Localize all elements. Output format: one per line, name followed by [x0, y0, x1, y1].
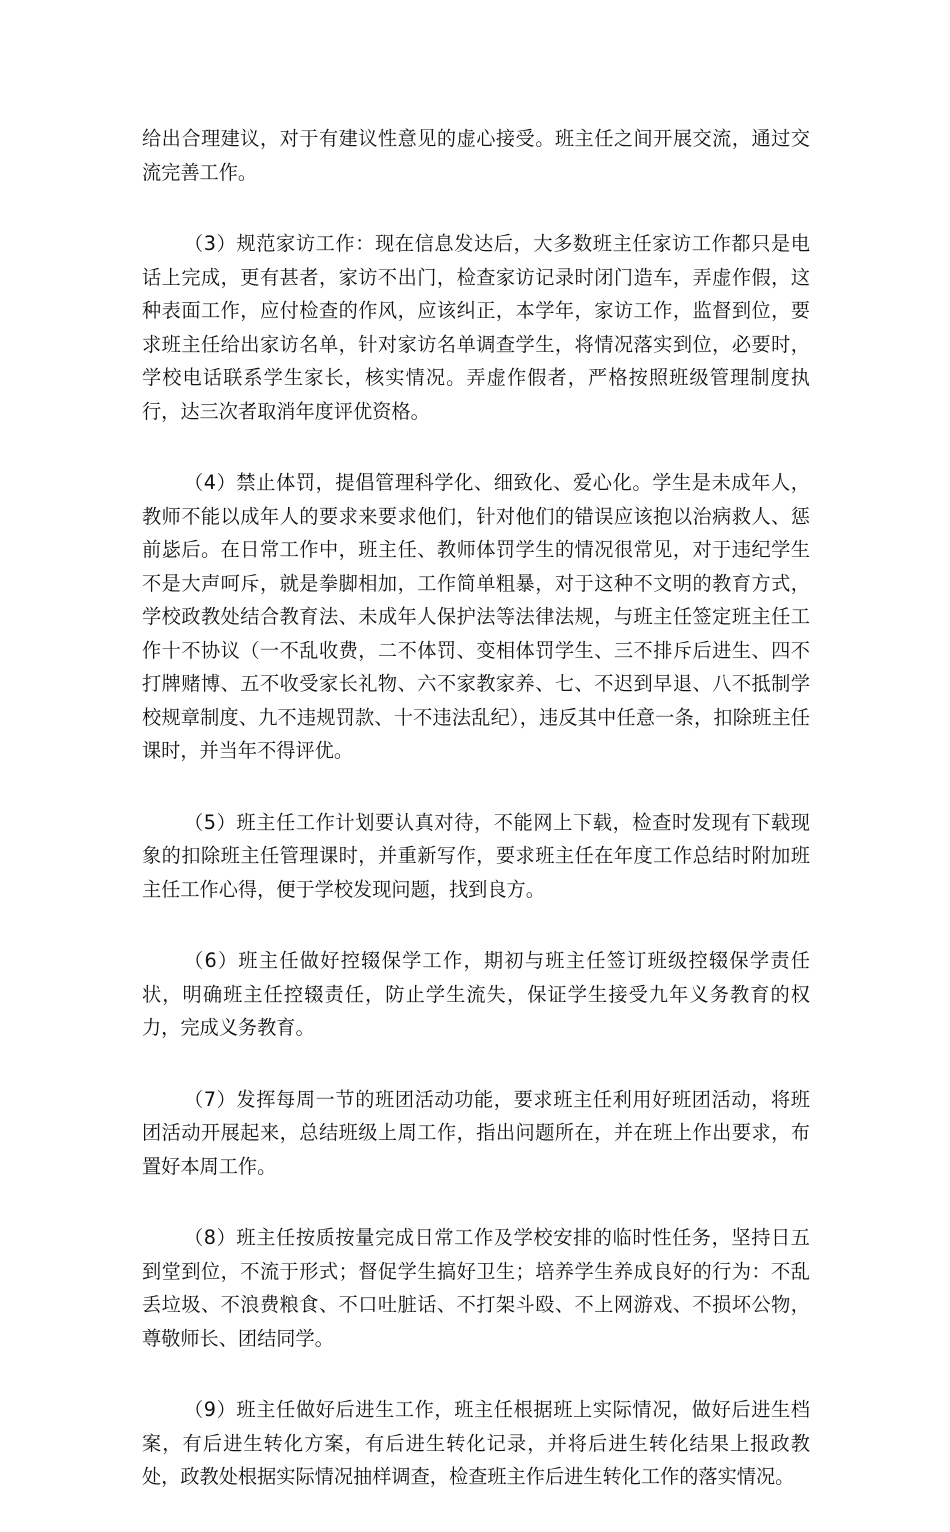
document-page	[142, 120, 810, 1532]
paragraph-item-7: （7）发挥每周一节的班团活动功能，要求班主任利用好班团活动，将班团活动开展起来，总结班级上周工作，指出问题所在，并在班上作出要求，布置好本周工作。	[142, 1087, 810, 1178]
paragraph-item-6: （6）班主任做好控辍保学工作，期初与班主任签订班级控辍保学责任状，明确班主任控辍责任，防止学生流失，保证学生接受九年义务教育的权力，完成义务教育。	[142, 949, 810, 1039]
paragraph-item-4: （4）禁止体罚，提倡管理科学化、细致化、爱心化。学生是未成年人，教师不能以成年人的要求来要求他们，针对他们的错误应该抱以治病救人、惩前毖后。在日常工作中，班主任、教师体罚学生的情况很常见，对于违纪学生不是大声呵斥，就是拳脚相加，工作简单粗暴，对于这种不文明的教育方式，学校政教处结合教育法、未成年人保护法等法律法规，与班主任签定班主任工作十不协议（一不乱收费，二不体罚、变相体罚学生、三不排斥后进生、四不打牌赌博、五不收受家长礼物、六不家教家养、七、不迟到早退、八不抵制学校规章制度、九不违规罚款、十不违法乱纪），违反其中任意一条，扣除班主任课时，并当年不得评优。	[142, 471, 810, 762]
paragraph-item-9: （9）班主任做好后进生工作，班主任根据班上实际情况，做好后进生档案，有后进生转化方案，有后进生转化记录，并将后进生转化结果上报政教处，政教处根据实际情况抽样调查，检查班主作后进生转化工作的落实情况。	[142, 1398, 810, 1488]
paragraph-item-3: （3）规范家访工作：现在信息发达后，大多数班主任家访工作都只是电话上完成，更有甚者，家访不出门，检查家访记录时闭门造车，弄虚作假，这种表面工作，应付检查的作风，应该纠正，本学年，家访工作，监督到位，要求班主任给出家访名单，针对家访名单调查学生，将情况落实到位，必要时，学校电话联系学生家长，核实情况。弄虚作假者，严格按照班级管理制度执行，达三次者取消年度评优资格。	[142, 232, 810, 423]
paragraph-continuation: 给出合理建议，对于有建议性意见的虚心接受。班主任之间开展交流，通过交流完善工作。	[142, 127, 810, 184]
paragraph-item-5: （5）班主任工作计划要认真对待，不能网上下载，检查时发现有下载现象的扣除班主任管理课时，并重新写作，要求班主任在年度工作总结时附加班主任工作心得，便于学校发现问题，找到良方。	[142, 810, 810, 901]
paragraph-item-8: （8）班主任按质按量完成日常工作及学校安排的临时性任务，坚持日五到堂到位，不流于形式；督促学生搞好卫生；培养学生养成良好的行为：不乱丢垃圾、不浪费粮食、不口吐脏话、不打架斗殴、不上网游戏、不损坏公物，尊敬师长、团结同学。	[142, 1226, 810, 1350]
